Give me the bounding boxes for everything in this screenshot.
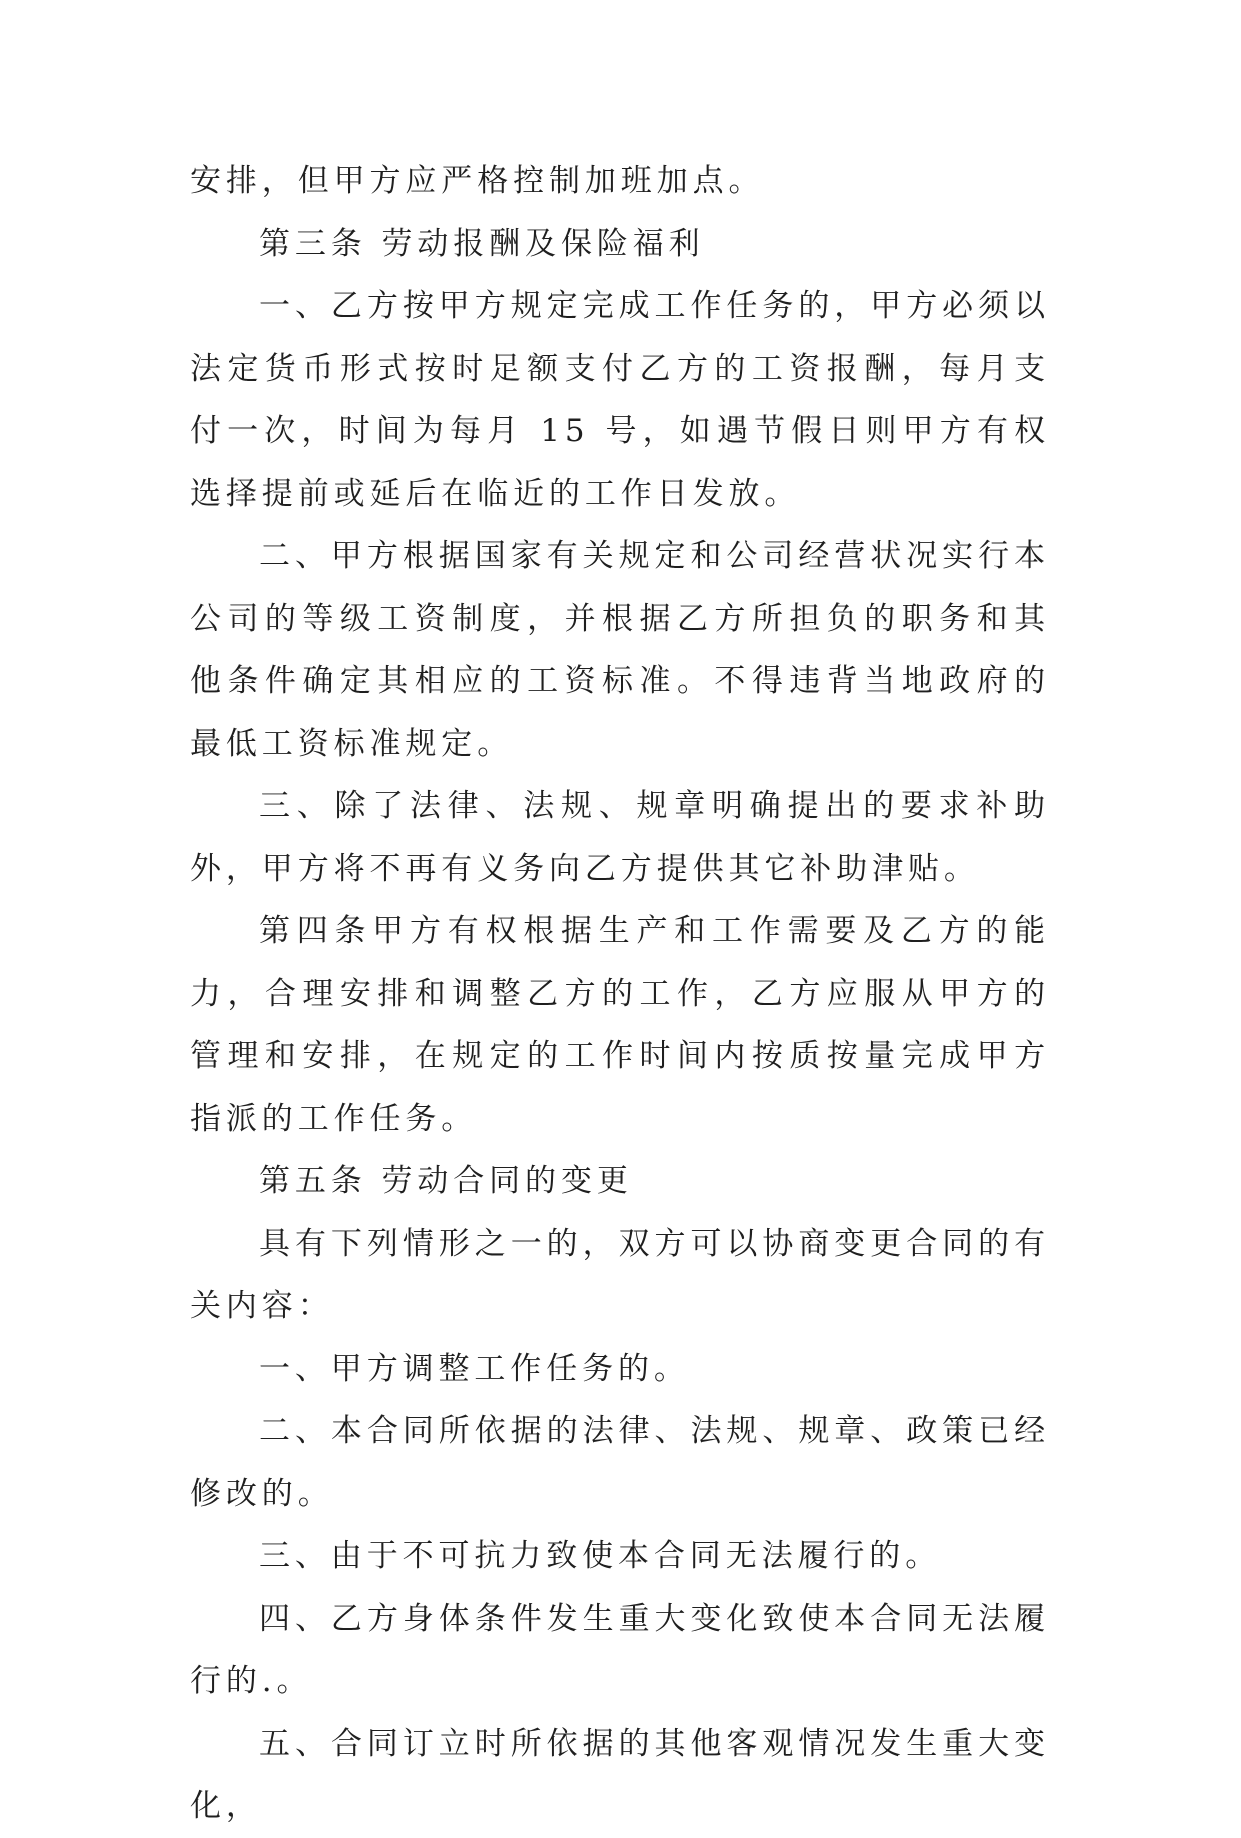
article-5-item-4: 四、乙方身体条件发生重大变化致使本合同无法履行的.。	[190, 1600, 1050, 1699]
article-5-item-2: 二、本合同所依据的法律、法规、规章、政策已经修改的。	[190, 1413, 1050, 1512]
article-3-clause-2: 二、甲方根据国家有关规定和公司经营状况实行本公司的等级工资制度，并根据乙方所担负的职务和其他条件确定其相应的工资标准。不得违背当地政府的最低工资标准规定。	[190, 538, 1050, 762]
article-5-item-5: 五、合同订立时所依据的其他客观情况发生重大变化，	[190, 1725, 1050, 1824]
article-3-heading: 第三条 劳动报酬及保险福利	[259, 225, 705, 262]
article-5-item-1: 一、甲方调整工作任务的。	[259, 1350, 690, 1387]
article-3-clause-3: 三、除了法律、法规、规章明确提出的要求补助外，甲方将不再有义务向乙方提供其它补助津贴。	[190, 788, 1050, 887]
article-3-clause-1: 一、乙方按甲方规定完成工作任务的，甲方必须以法定货币形式按时足额支付乙方的工资报酬，每月支付一次，时间为每月 15 号，如遇节假日则甲方有权选择提前或延后在临近的工作日发放。	[190, 288, 1050, 512]
article-5-item-3: 三、由于不可抗力致使本合同无法履行的。	[259, 1538, 942, 1574]
paragraph-continuation: 安排，但甲方应严格控制加班加点。	[190, 163, 765, 199]
article-5-intro: 具有下列情形之一的，双方可以协商变更合同的有关内容：	[190, 1225, 1050, 1324]
document-body	[190, 150, 1050, 1838]
article-5-heading: 第五条 劳动合同的变更	[259, 1163, 633, 1199]
article-4: 第四条甲方有权根据生产和工作需要及乙方的能力，合理安排和调整乙方的工作，乙方应服从甲方的管理和安排，在规定的工作时间内按质按量完成甲方指派的工作任务。	[190, 913, 1050, 1137]
